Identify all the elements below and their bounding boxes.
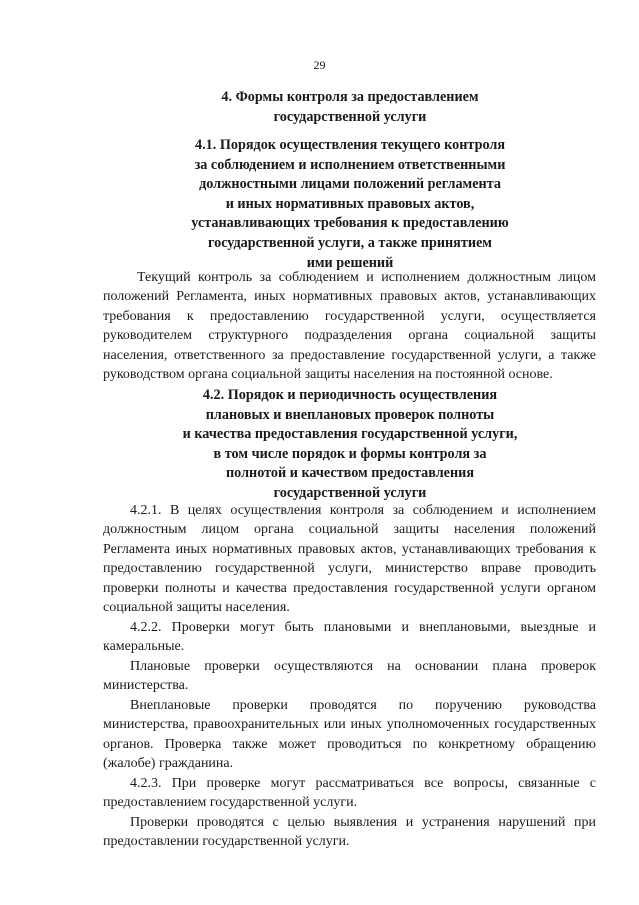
paragraph-unplanned-inspections xyxy=(103,696,596,774)
paragraph-line: Регламента иных нормативных правовых актов, устанавливающих требования к xyxy=(103,541,596,557)
paragraph-line: Проверки проводятся с целью выявления и устранения нарушений при xyxy=(130,815,596,830)
page-number: 29 xyxy=(313,58,326,72)
paragraph-line: предоставлению государственной услуги, министерство вправе проводить xyxy=(103,561,596,577)
paragraph-line: должностным лицом органа социальной защиты населения положений xyxy=(103,522,596,538)
paragraph-4-2-2 xyxy=(103,618,596,657)
subsection-4-2-title-line: плановых и внеплановых проверок полноты xyxy=(205,406,495,423)
subsection-4-2-title-line: и качества предоставления государственной услуги, xyxy=(182,426,518,443)
subsection-4-1-title-line: 4.1. Порядок осуществления текущего контроля xyxy=(195,137,505,153)
subsection-4-2-title xyxy=(130,386,570,504)
subsection-4-2-title-line: государственной услуги xyxy=(273,484,427,501)
paragraph-line: (жалобе) гражданина. xyxy=(103,756,234,772)
paragraph-line: 4.2.3. При проверке могут рассматриваться все вопросы, связанные с xyxy=(130,776,596,791)
subsection-4-1-title xyxy=(130,136,570,273)
paragraph-line: населения, ответственного за предоставление государственной услуги, а также xyxy=(103,347,596,363)
paragraph-line: руководством органа социальной защиты населения на постоянной основе. xyxy=(103,367,553,383)
paragraph-line: предоставлением государственной услуги. xyxy=(103,795,358,811)
subsection-4-1-title-line: и иных нормативных правовых актов, xyxy=(225,195,475,212)
paragraph-line: министерства. xyxy=(103,678,189,694)
paragraph-line: Внеплановые проверки проводятся по поручению руководства xyxy=(130,698,596,713)
paragraph-line: требования к предоставлению государственной услуги, осуществляется xyxy=(103,308,596,324)
subsection-4-1-title-line: ими решений xyxy=(306,254,394,271)
subsection-4-2-title-line: 4.2. Порядок и периодичность осуществления xyxy=(202,387,498,403)
paragraph-line: Плановые проверки осуществляются на основании плана проверок xyxy=(130,659,596,674)
paragraph-line: руководителем структурного подразделения органа социальной защиты xyxy=(103,328,596,344)
paragraph-line: проверки полноты и качества предоставления государственной услуги органом xyxy=(103,580,596,596)
paragraph-line: министерства, правоохранительных или иных уполномоченных государственных xyxy=(103,717,596,733)
paragraph-line: положений Регламента, иных нормативных правовых актов, устанавливающих xyxy=(103,289,596,305)
paragraph-4-2-3 xyxy=(103,774,596,813)
subsection-4-1-title-line: государственной услуги, а также принятием xyxy=(208,234,492,251)
paragraph-line: социальной защиты населения. xyxy=(103,600,290,616)
subsection-4-2-title-line: полнотой и качеством предоставления xyxy=(226,465,474,482)
paragraph-planned-inspections xyxy=(103,657,596,696)
paragraph-line: камеральные. xyxy=(103,639,185,655)
subsection-4-1-title-line: устанавливающих требования к предоставлению xyxy=(191,215,509,232)
paragraph-line: органов. Проверка также может проводиться по конкретному обращению xyxy=(103,736,596,752)
paragraph-line: предоставлении государственной услуги. xyxy=(103,834,350,850)
paragraph-line: 4.2.2. Проверки могут быть плановыми и внеплановыми, выездные и xyxy=(130,620,596,635)
paragraph-4-2-1 xyxy=(103,501,596,617)
subsection-4-1-title-line: за соблюдением и исполнением ответственными xyxy=(194,156,506,173)
section-title xyxy=(130,88,570,127)
paragraph-4-1 xyxy=(103,268,596,384)
subsection-4-1-title-line: должностными лицами положений регламента xyxy=(199,176,501,193)
paragraph-line: 4.2.1. В целях осуществления контроля за соблюдением и исполнением xyxy=(130,503,596,518)
paragraph-inspection-purpose xyxy=(103,813,596,852)
section-title-line: 4. Формы контроля за предоставлением xyxy=(221,89,479,105)
section-title-line: государственной услуги xyxy=(273,108,427,125)
subsection-4-2-title-line: в том числе порядок и формы контроля за xyxy=(213,445,487,462)
paragraph-line: Текущий контроль за соблюдением и исполнением должностным лицом xyxy=(137,270,596,285)
